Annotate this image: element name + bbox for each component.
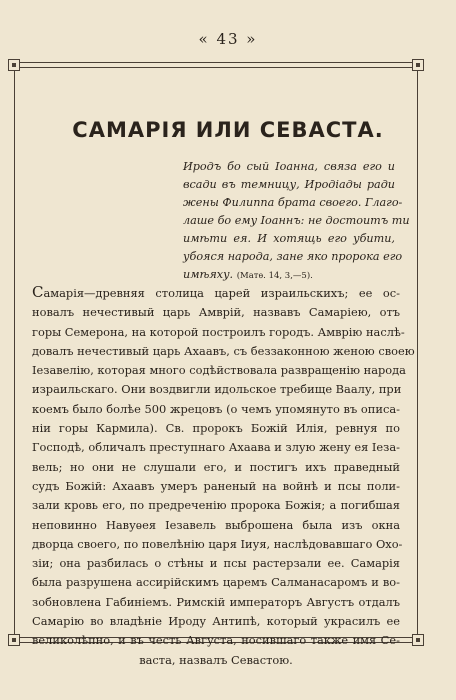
corner-ornament-icon (412, 634, 424, 646)
page-number: « 43 » (198, 30, 258, 48)
body-line: довалъ нечестивый царь Ахаавъ, съ беззаконною женою своею (32, 343, 415, 358)
epigraph-line: жены Филиппа брата своего. Глаго- (183, 196, 403, 209)
body-line: зали кровь его, по предреченію пророка Божія; а погибшая (32, 498, 400, 513)
body-line: израильскаго. Они воздвигли идольское требище Ваалу, при (32, 382, 402, 397)
epigraph-line: лаше бо ему Іоаннъ: не достоитъ ти (183, 214, 410, 227)
epigraph (183, 158, 410, 285)
body-line: ніи горы Кармила). Св. пророкъ Божій Илія, ревнуя по (32, 421, 400, 436)
body-line: неповинно Навуѳея Іезавель выброшена была изъ окна (32, 517, 400, 532)
epigraph-citation: (Матѳ. 14, 3,—5). (236, 271, 313, 281)
body-line: Самарію во владѣніе Ироду Антипѣ, который украсилъ ее (32, 614, 400, 629)
corner-ornament-icon (8, 59, 20, 71)
body-line: великолѣпно, и въ честь Августа, носившаго также имя Се- (32, 633, 400, 648)
body-line: вель; но они не слушали его, и постигъ ихъ праведный (32, 459, 400, 474)
body-line: Іезавелію, которая много содѣйствовала развращенію народа (32, 363, 406, 378)
epigraph-line: имѣти ея. И хотящь его убити, (183, 232, 395, 245)
body-line: была разрушена ассирійскимъ царемъ Салманасаромъ и во- (32, 575, 400, 590)
body-line: Господѣ, обличалъ преступнаго Ахаава и злую жену ея Іеза- (32, 440, 400, 455)
epigraph-line: Иродъ бо сый Іоанна, связа его и (183, 160, 395, 173)
body-line: горы Семерона, на которой построилъ городъ. Амврію наслѣ- (32, 324, 405, 339)
corner-ornament-icon (412, 59, 424, 71)
body-last-line: васта, назвалъ Севастою. (139, 652, 293, 667)
body-line: судъ Божій: Ахаавъ умеръ раненый на войнѣ и псы поли- (32, 478, 400, 493)
epigraph-line: всади въ темницу, Иродіады ради (183, 178, 395, 191)
initial-letter: С (32, 283, 44, 301)
body-line: новалъ нечестивый царь Амврій, назвавъ Самаріею, отъ (32, 305, 400, 320)
top-rule (10, 62, 420, 68)
corner-ornament-icon (8, 634, 20, 646)
epigraph-line: убояся народа, зане яко пророка его (183, 250, 403, 263)
chapter-title: САМАРІЯ ИЛИ СЕВАСТА. (72, 118, 384, 142)
body-line: зіи; она разбилась о стѣны и псы растерзали ее. Самарія (32, 556, 400, 571)
body-line: коемъ было болѣе 500 жрецовъ (о чемъ упомянуто въ описа- (32, 401, 400, 416)
body-line: дворца своего, по повелѣнію царя Іиуя, наслѣдовавшаго Охо- (32, 536, 403, 551)
epigraph-text: имѣяху. (183, 268, 234, 281)
body-line: зобновлена Габиніемъ. Римскій императоръ Августъ отдалъ (32, 594, 400, 609)
body-line (32, 283, 400, 303)
body-text (32, 283, 415, 670)
body-line-text: амарія—древняя столица царей израильскихъ; ее ос- (43, 286, 400, 300)
